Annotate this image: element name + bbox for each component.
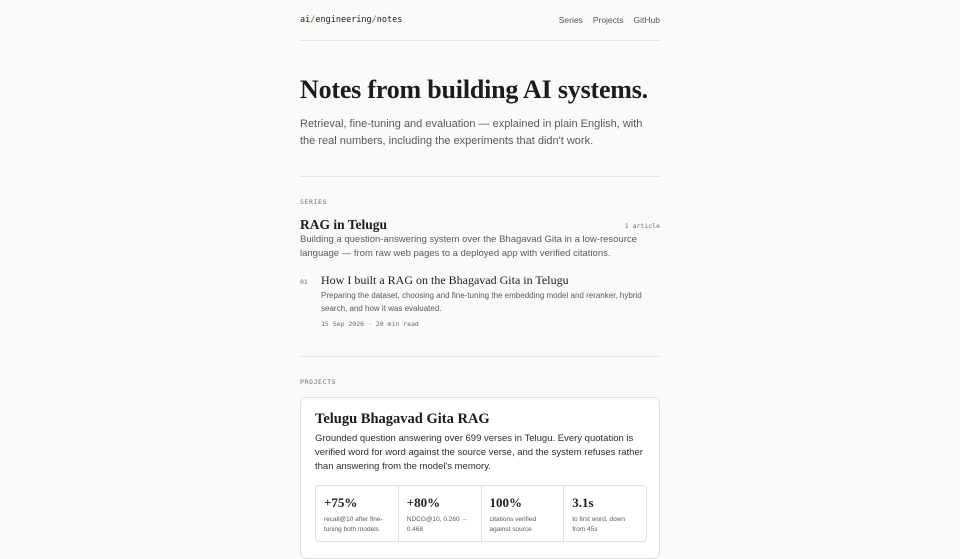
page [300,0,660,533]
metric-ndcg [399,486,482,541]
brand-part-notes: notes [376,15,403,25]
series-description: Building a question-answering system over the Bhagavad Gita in a low-resource language — from raw web pages to a deployed app with verified citations. [300,234,637,259]
article-number: 01 [300,278,308,286]
brand-separator: / [371,15,377,25]
metric-label: citations verified against source [489,516,537,533]
section-divider [300,356,660,357]
site-brand[interactable] [300,15,402,25]
brand-part-ai: ai [300,15,311,25]
metric-value: +75% [324,495,358,510]
metric-latency [564,486,646,541]
article-meta: 15 Sep 2026 · 20 min read [321,320,419,328]
section-divider [300,176,660,177]
metric-value: +80% [406,495,441,510]
project-card[interactable] [300,397,660,559]
metric-value: 100% [489,495,522,510]
page-title: Notes from building AI systems. [300,75,648,104]
metric-label: NDCG@10, 0.260 → 0.468 [406,516,468,533]
article-description: Preparing the dataset, choosing and fine-tuning the embedding model and reranker, hybrid search, and how it was evaluated. [321,291,642,313]
metric-recall [316,486,399,541]
series-section-label: SERIES [300,198,328,206]
metric-value: 3.1s [572,495,594,510]
brand-separator: / [310,15,316,25]
metric-citations [482,486,565,541]
metric-label: recall@10 after fine-tuning both models [324,516,383,533]
article-title-link[interactable]: How I built a RAG on the Bhagavad Gita in Telugu [321,273,569,287]
project-metrics [315,485,647,542]
series-article-count: 1 article [624,222,660,230]
metric-label: to first word, down from 45s [572,516,625,533]
top-bar [300,0,660,41]
project-title[interactable]: Telugu Bhagavad Gita RAG [315,411,490,427]
main-nav [559,15,660,25]
nav-link-series[interactable]: Series [558,15,583,25]
project-description: Grounded question answering over 699 verses in Telugu. Every quotation is verified word for word against the source verse, and the system refuses rather than answering from the model's memory. [315,433,643,472]
brand-part-engineering: engineering [315,15,372,25]
series-title[interactable]: RAG in Telugu [300,217,388,232]
nav-link-github[interactable]: GitHub [633,15,660,25]
projects-section-label: PROJECTS [300,378,337,386]
nav-link-projects[interactable]: Projects [592,15,624,25]
page-lede: Retrieval, fine-tuning and evaluation — explained in plain English, with the real numbers, including the experiments that didn't work. [300,118,643,147]
